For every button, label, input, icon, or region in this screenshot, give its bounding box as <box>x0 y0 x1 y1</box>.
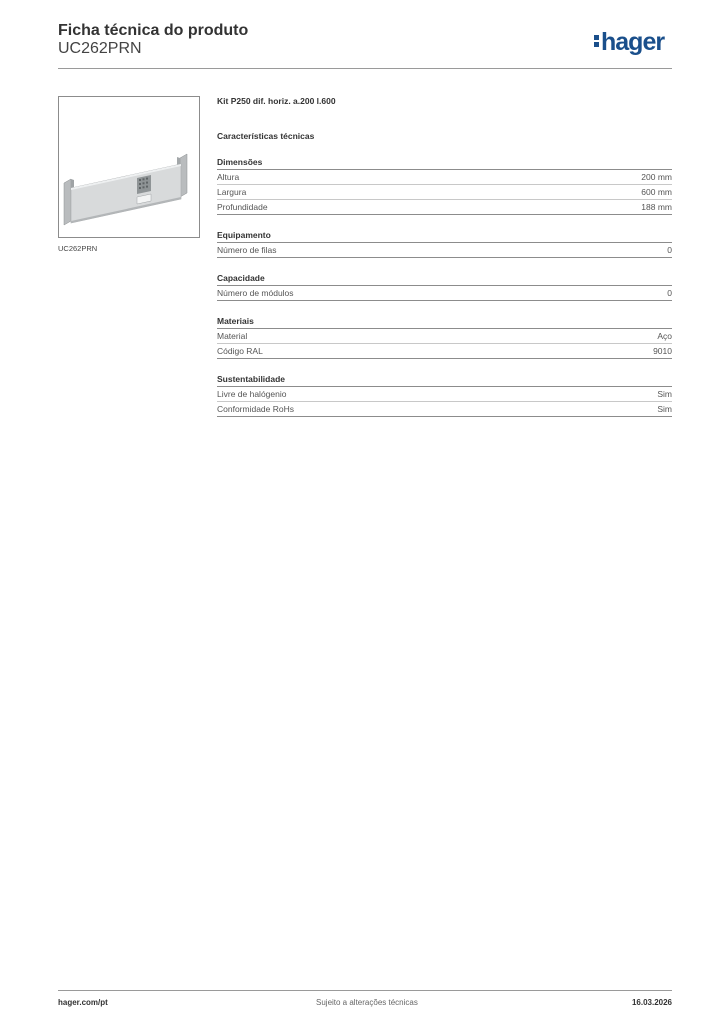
footer-divider <box>58 990 672 991</box>
section-materials <box>217 315 672 359</box>
spec-row <box>217 185 672 200</box>
spec-value: Sim <box>657 404 672 414</box>
section-title: Capacidade <box>217 272 672 286</box>
spec-label: Livre de halógenio <box>217 389 287 399</box>
spec-value: 9010 <box>653 346 672 356</box>
section-title: Sustentabilidade <box>217 373 672 387</box>
spec-label: Largura <box>217 187 247 197</box>
spec-value: 200 mm <box>641 172 672 182</box>
spec-row <box>217 329 672 344</box>
product-name: Kit P250 dif. horiz. a.200 l.600 <box>217 96 336 106</box>
section-equipment <box>217 229 672 258</box>
spec-label: Código RAL <box>217 346 263 356</box>
section-title: Materiais <box>217 315 672 329</box>
spec-label: Conformidade RoHs <box>217 404 295 414</box>
spec-row <box>217 170 672 185</box>
spec-value: 188 mm <box>641 202 672 212</box>
spec-value: 0 <box>667 245 672 255</box>
section-capacity <box>217 272 672 301</box>
spec-label: Material <box>217 331 248 341</box>
spec-value: 0 <box>667 288 672 298</box>
footer-notice: Sujeito a alterações técnicas <box>316 998 418 1007</box>
distribution-panel-kit-icon <box>59 97 199 237</box>
spec-row <box>217 344 672 359</box>
spec-row <box>217 200 672 215</box>
spec-row <box>217 243 672 258</box>
logo-dots-icon <box>594 34 600 48</box>
spec-row <box>217 286 672 301</box>
product-reference: UC262PRN <box>58 40 142 57</box>
section-sustainability <box>217 373 672 417</box>
header-divider <box>58 68 672 69</box>
spec-row <box>217 402 672 417</box>
spec-value: Aço <box>657 331 672 341</box>
section-title: Dimensões <box>217 156 672 170</box>
spec-row <box>217 387 672 402</box>
product-details <box>217 96 672 417</box>
product-image-caption: UC262PRN <box>58 244 98 253</box>
logo-text: hager <box>601 28 665 56</box>
section-dimensions <box>217 156 672 215</box>
spec-label: Altura <box>217 172 240 182</box>
spec-label: Número de filas <box>217 245 277 255</box>
section-title: Equipamento <box>217 229 672 243</box>
hager-logo <box>594 28 664 56</box>
spec-label: Número de módulos <box>217 288 294 298</box>
spec-value: Sim <box>657 389 672 399</box>
footer-website: hager.com/pt <box>58 998 108 1007</box>
technical-characteristics-title: Características técnicas <box>217 131 315 141</box>
page-title: Ficha técnica do produto <box>58 22 249 39</box>
footer-date: 16.03.2026 <box>631 998 672 1007</box>
spec-value: 600 mm <box>641 187 672 197</box>
product-image <box>58 96 200 238</box>
spec-label: Profundidade <box>217 202 268 212</box>
